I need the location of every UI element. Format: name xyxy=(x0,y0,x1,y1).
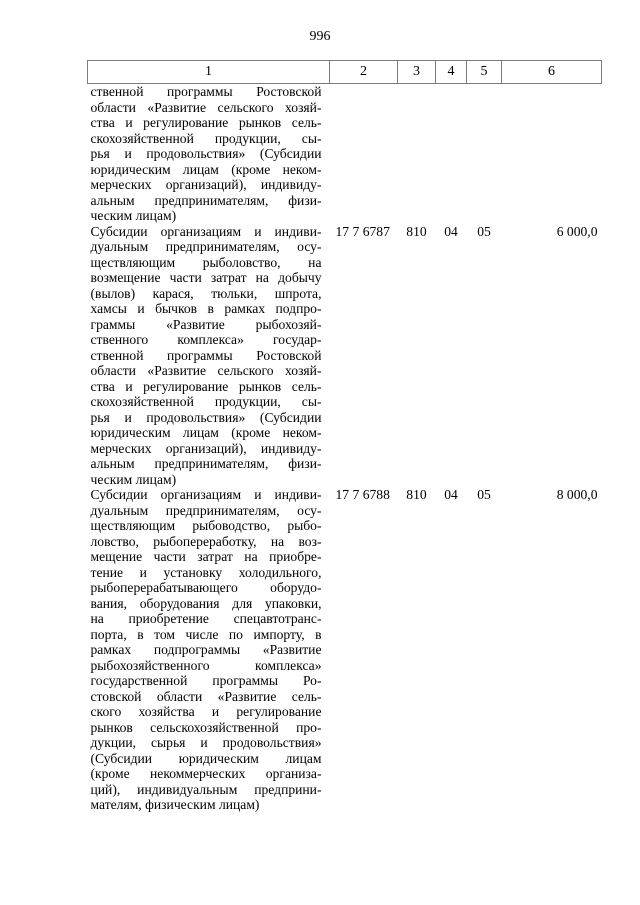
description-line: рья и продовольствия» (Субсидии xyxy=(90,409,322,425)
description-line: мерческих организаций), индивиду- xyxy=(90,177,322,192)
description-line: (кроме некоммерческих организа- xyxy=(90,766,322,781)
header-col-2: 2 xyxy=(330,61,398,84)
amount xyxy=(502,84,602,224)
description-line: (вылов) карася, тюльки, шпрота, xyxy=(90,285,322,301)
table-row xyxy=(88,224,602,488)
table-header-row xyxy=(88,61,602,84)
description-line: Субсидии организациям и индиви- xyxy=(90,223,322,239)
header-col-5: 5 xyxy=(467,61,502,84)
table-row xyxy=(88,487,602,813)
description-line: хамсы и бычков в рамках подпро- xyxy=(90,301,322,316)
subsection xyxy=(467,84,502,224)
description-line: ственной программы Ростовской xyxy=(90,84,322,99)
header-col-6: 6 xyxy=(502,61,602,84)
header-col-4: 4 xyxy=(436,61,467,84)
amount: 6 000,0 xyxy=(556,223,598,239)
description-line: (Субсидии юридическим лицам xyxy=(90,750,322,766)
description-line: альным предпринимателям, физи- xyxy=(90,192,322,208)
expense-type: 810 xyxy=(406,223,427,239)
description-line: рья и продовольствия» (Субсидии xyxy=(90,146,322,161)
subsection: 05 xyxy=(477,487,491,502)
description-line: ственной программы Ростовской xyxy=(90,347,322,363)
description-line: скохозяйственной продукции, сы- xyxy=(90,130,322,146)
description-line: вания, оборудования для упаковки, xyxy=(90,595,322,611)
description-line: ществляющим рыбоводство, рыбо- xyxy=(90,518,322,533)
description-line: дукции, сырья и продовольствия» xyxy=(90,735,322,750)
description-line: ществляющим рыболовство, на xyxy=(90,254,322,270)
description-line: мателям, физическим лицам) xyxy=(90,797,260,812)
description-line: ческим лицам) xyxy=(90,471,177,487)
description-line: стовской области «Развитие сель- xyxy=(90,688,322,704)
table-row xyxy=(88,84,602,224)
description-line: области «Развитие сельского хозяй- xyxy=(90,99,322,115)
description-line: дуальным предпринимателям, осу- xyxy=(90,239,322,254)
description-line: области «Развитие сельского хозяй- xyxy=(90,363,322,378)
description-line: государственной программы Ро- xyxy=(90,673,322,688)
section: 04 xyxy=(444,223,458,239)
description-line: возмещение части затрат на добычу xyxy=(90,270,322,285)
target-code: 17 7 6787 xyxy=(335,223,390,239)
target-code: 17 7 6788 xyxy=(335,487,390,502)
target-code xyxy=(330,84,398,224)
section: 04 xyxy=(444,487,458,502)
description-line: ства и регулирование рынков сель- xyxy=(90,378,322,394)
description-line: на приобретение спецавтотранс- xyxy=(90,611,322,626)
description-line: ловство, рыбопереработку, на воз- xyxy=(90,533,322,549)
description-line: рыбоперерабатывающего оборудо- xyxy=(90,580,322,595)
header-col-1: 1 xyxy=(88,61,330,84)
description-line: дуальным предпринимателям, осу- xyxy=(90,502,322,518)
row-description xyxy=(88,84,330,224)
row-description xyxy=(88,487,330,813)
row-description xyxy=(88,224,330,488)
description-line: порта, в том числе по импорту, в xyxy=(90,626,322,642)
page-number: 996 xyxy=(309,29,331,44)
description-line: ства и регулирование рынков сель- xyxy=(90,115,322,130)
description-line: мерческих организаций), индивиду- xyxy=(90,440,322,456)
description-line: ческим лицам) xyxy=(90,208,177,223)
description-line: Субсидии организациям и индиви- xyxy=(90,487,322,502)
description-line: граммы «Развитие рыбохозяй- xyxy=(90,316,322,332)
section xyxy=(436,84,467,224)
description-line: скохозяйственной продукции, сы- xyxy=(90,394,322,409)
description-line: рыбохозяйственного комплекса» xyxy=(90,657,322,673)
description-line: ственного комплекса» государ- xyxy=(90,332,322,347)
amount: 8 000,0 xyxy=(556,487,598,502)
header-col-3: 3 xyxy=(398,61,436,84)
budget-table xyxy=(87,60,602,813)
description-line: юридическим лицам (кроме неком- xyxy=(90,425,322,440)
description-line: мещение части затрат на приобре- xyxy=(90,549,322,564)
description-line: юридическим лицам (кроме неком- xyxy=(90,161,322,177)
description-line: альным предпринимателям, физи- xyxy=(90,456,322,471)
description-line: ского хозяйства и регулирование xyxy=(90,704,322,719)
description-line: тение и установку холодильного, xyxy=(90,564,322,580)
description-line: ций), индивидуальным предприни- xyxy=(90,781,322,797)
description-line: рынков сельскохозяйственной про- xyxy=(90,719,322,735)
expense-type: 810 xyxy=(406,487,427,502)
description-line: рамках подпрограммы «Развитие xyxy=(90,642,322,657)
expense-type xyxy=(398,84,436,224)
subsection: 05 xyxy=(477,223,491,239)
